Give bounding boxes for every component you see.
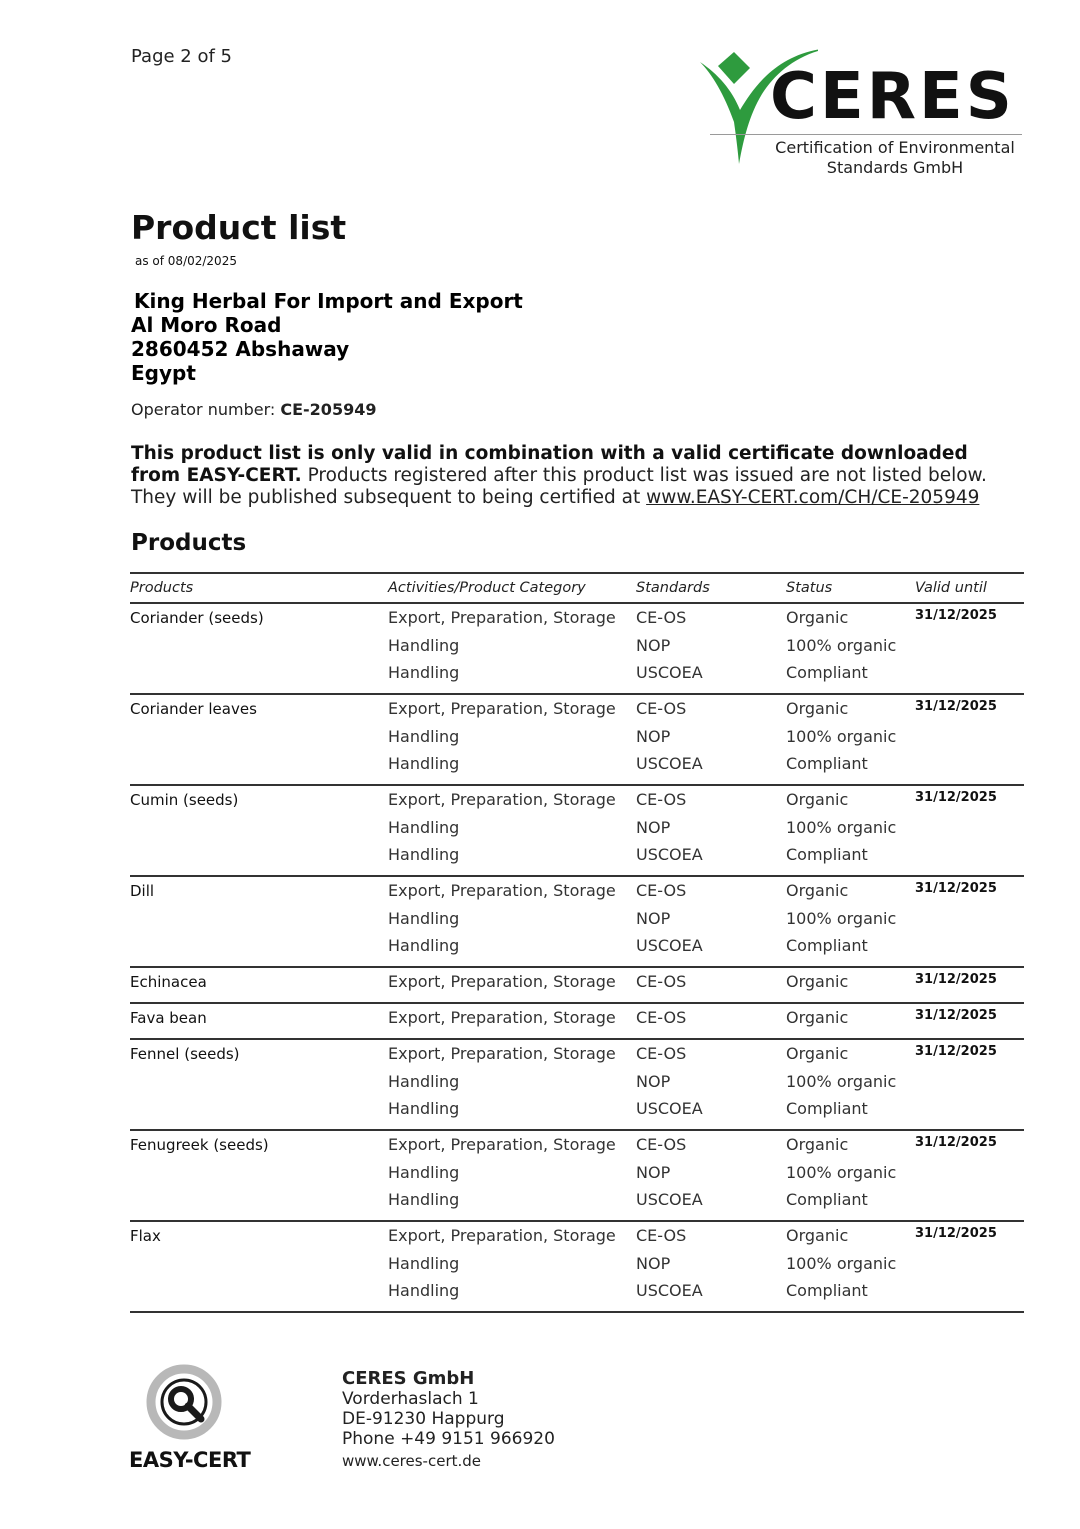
activity-value: Handling — [388, 1281, 460, 1300]
notice-bold: This product list is only valid in combination with a valid certificate downloaded from EASY-CERT. — [131, 443, 968, 486]
standard-value: USCOEA — [636, 663, 703, 682]
logo-subtitle — [772, 138, 1018, 178]
table-header — [130, 572, 1024, 604]
activity-cell — [388, 879, 636, 966]
standard-value: CE-OS — [636, 1135, 687, 1154]
status-cell — [786, 1224, 915, 1311]
activity-value: Export, Preparation, Storage — [388, 790, 616, 809]
status-cell — [786, 879, 915, 966]
status-value: Organic — [786, 1044, 849, 1063]
product-name: Fennel (seeds) — [130, 1045, 240, 1063]
activity-value: Handling — [388, 1162, 460, 1182]
standard-value: NOP — [636, 1253, 671, 1273]
activity-value: Export, Preparation, Storage — [388, 608, 616, 627]
standard-value: NOP — [636, 635, 671, 655]
status-value: Compliant — [786, 936, 868, 955]
standard-value: CE-OS — [636, 608, 687, 627]
standard-cell — [636, 606, 786, 693]
valid-until-value: 31/12/2025 — [915, 881, 997, 896]
standard-cell — [636, 1224, 786, 1311]
product-name: Dill — [130, 882, 155, 900]
status-value: Compliant — [786, 1281, 868, 1300]
standard-value: NOP — [636, 1162, 671, 1182]
address-line: Al Moro Road — [131, 313, 282, 337]
activity-value: Export, Preparation, Storage — [388, 1008, 616, 1027]
status-value: Organic — [786, 608, 849, 627]
status-cell — [786, 970, 915, 1002]
standard-value: USCOEA — [636, 1190, 703, 1209]
valid-until-value: 31/12/2025 — [915, 972, 997, 987]
footer-street: Vorderhaslach 1 — [342, 1389, 479, 1409]
standard-cell — [636, 879, 786, 966]
footer-website[interactable]: www.ceres-cert.de — [342, 1452, 482, 1470]
standard-value: CE-OS — [636, 881, 687, 900]
standard-cell — [636, 1133, 786, 1220]
status-value: Organic — [786, 1008, 849, 1027]
activity-value: Handling — [388, 754, 460, 773]
table-body — [130, 604, 1024, 1313]
activity-value: Export, Preparation, Storage — [388, 1044, 616, 1063]
status-value: Compliant — [786, 845, 868, 864]
operator-address — [131, 289, 523, 385]
status-cell — [786, 697, 915, 784]
status-value: Organic — [786, 881, 849, 900]
product-table — [130, 572, 1024, 1313]
valid-until-value: 31/12/2025 — [915, 1008, 997, 1023]
footer-company: CERES GmbH — [342, 1368, 475, 1389]
standard-value: USCOEA — [636, 754, 703, 773]
table-row — [130, 1004, 1024, 1040]
activity-value: Handling — [388, 908, 460, 928]
table-row — [130, 1131, 1024, 1222]
activity-value: Export, Preparation, Storage — [388, 972, 616, 991]
operator-number — [131, 400, 376, 419]
status-value: Organic — [786, 1135, 849, 1154]
page-number: Page 2 of 5 — [131, 46, 232, 67]
as-of-date: as of 08/02/2025 — [135, 254, 237, 268]
status-value: 100% organic — [786, 726, 897, 746]
status-cell — [786, 606, 915, 693]
footer-phone: Phone +49 9151 966920 — [342, 1429, 555, 1449]
status-value: Organic — [786, 1226, 849, 1245]
standard-value: CE-OS — [636, 699, 687, 718]
valid-until-value: 31/12/2025 — [915, 608, 997, 623]
activity-cell — [388, 1224, 636, 1311]
operator-number-label: Operator number: — [131, 400, 276, 419]
standard-value: USCOEA — [636, 936, 703, 955]
logo-subtitle-line1: Certification of Environmental — [775, 138, 1015, 157]
column-header-standards: Standards — [636, 580, 710, 596]
activity-cell — [388, 1133, 636, 1220]
standard-value: CE-OS — [636, 972, 687, 991]
address-line: King Herbal For Import and Export — [134, 289, 523, 313]
status-value: 100% organic — [786, 817, 897, 837]
easy-cert-link[interactable]: www.EASY-CERT.com/CH/CE-205949 — [646, 487, 980, 508]
product-name: Cumin (seeds) — [130, 791, 239, 809]
standard-cell — [636, 788, 786, 875]
table-row — [130, 604, 1024, 695]
activity-value: Handling — [388, 1099, 460, 1118]
standard-value: CE-OS — [636, 1226, 687, 1245]
valid-until-value: 31/12/2025 — [915, 1044, 997, 1059]
status-cell — [786, 1133, 915, 1220]
activity-value: Handling — [388, 817, 460, 837]
valid-until-value: 31/12/2025 — [915, 790, 997, 805]
activity-cell — [388, 606, 636, 693]
table-row — [130, 1222, 1024, 1313]
standard-value: CE-OS — [636, 1008, 687, 1027]
column-header-status: Status — [786, 580, 833, 596]
address-line: Egypt — [131, 361, 196, 385]
column-header-activities: Activities/Product Category — [388, 580, 586, 596]
status-value: Organic — [786, 699, 849, 718]
logo-subtitle-line2: Standards GmbH — [826, 158, 964, 177]
table-row — [130, 695, 1024, 786]
page-title: Product list — [131, 208, 347, 247]
standard-cell — [636, 970, 786, 1002]
ceres-wordmark: CERES — [770, 60, 1015, 134]
activity-value: Handling — [388, 1071, 460, 1091]
status-cell — [786, 1006, 915, 1038]
activity-value: Handling — [388, 936, 460, 955]
status-value: 100% organic — [786, 1071, 897, 1091]
activity-value: Handling — [388, 726, 460, 746]
status-value: Compliant — [786, 1099, 868, 1118]
operator-number-value: CE-205949 — [280, 400, 377, 419]
activity-value: Export, Preparation, Storage — [388, 699, 616, 718]
product-name: Coriander (seeds) — [130, 609, 264, 627]
product-name: Flax — [130, 1227, 161, 1245]
activity-value: Handling — [388, 663, 460, 682]
status-value: 100% organic — [786, 1253, 897, 1273]
validity-notice — [131, 443, 1021, 509]
activity-cell — [388, 1042, 636, 1129]
status-value: Compliant — [786, 1190, 868, 1209]
status-value: Organic — [786, 972, 849, 991]
standard-cell — [636, 1042, 786, 1129]
activity-value: Handling — [388, 1253, 460, 1273]
standard-value: USCOEA — [636, 845, 703, 864]
activity-value: Export, Preparation, Storage — [388, 881, 616, 900]
status-value: 100% organic — [786, 908, 897, 928]
status-cell — [786, 1042, 915, 1129]
product-name: Fava bean — [130, 1009, 207, 1027]
status-value: Organic — [786, 790, 849, 809]
standard-cell — [636, 1006, 786, 1038]
activity-value: Handling — [388, 635, 460, 655]
standard-cell — [636, 697, 786, 784]
ceres-logo — [698, 44, 1028, 179]
logo-divider — [710, 134, 1022, 135]
column-header-valid-until: Valid until — [915, 580, 987, 596]
activity-value: Handling — [388, 845, 460, 864]
address-line: 2860452 Abshaway — [131, 337, 350, 361]
valid-until-value: 31/12/2025 — [915, 1135, 997, 1150]
notice-text: Products registered after this product list was issued are not listed below. They will be published subsequent to being certified at — [131, 465, 987, 508]
status-value: 100% organic — [786, 1162, 897, 1182]
activity-value: Export, Preparation, Storage — [388, 1226, 616, 1245]
product-name: Echinacea — [130, 973, 207, 991]
product-name: Coriander leaves — [130, 700, 257, 718]
standard-value: NOP — [636, 1071, 671, 1091]
easy-cert-label: EASY-CERT — [129, 1448, 251, 1472]
products-heading: Products — [131, 530, 247, 556]
activity-cell — [388, 1006, 636, 1038]
standard-value: USCOEA — [636, 1099, 703, 1118]
activity-value: Handling — [388, 1190, 460, 1209]
table-row — [130, 877, 1024, 968]
standard-value: NOP — [636, 817, 671, 837]
standard-value: CE-OS — [636, 1044, 687, 1063]
footer-address — [342, 1369, 555, 1471]
status-value: Compliant — [786, 663, 868, 682]
standard-value: USCOEA — [636, 1281, 703, 1300]
standard-value: CE-OS — [636, 790, 687, 809]
activity-cell — [388, 970, 636, 1002]
standard-value: NOP — [636, 908, 671, 928]
valid-until-value: 31/12/2025 — [915, 1226, 997, 1241]
standard-value: NOP — [636, 726, 671, 746]
table-row — [130, 786, 1024, 877]
product-name: Fenugreek (seeds) — [130, 1136, 269, 1154]
status-value: 100% organic — [786, 635, 897, 655]
status-cell — [786, 788, 915, 875]
activity-cell — [388, 697, 636, 784]
table-row — [130, 968, 1024, 1004]
column-header-products: Products — [130, 580, 194, 596]
valid-until-value: 31/12/2025 — [915, 699, 997, 714]
footer-city: DE-91230 Happurg — [342, 1409, 505, 1429]
activity-cell — [388, 788, 636, 875]
status-value: Compliant — [786, 754, 868, 773]
table-row — [130, 1040, 1024, 1131]
activity-value: Export, Preparation, Storage — [388, 1135, 616, 1154]
